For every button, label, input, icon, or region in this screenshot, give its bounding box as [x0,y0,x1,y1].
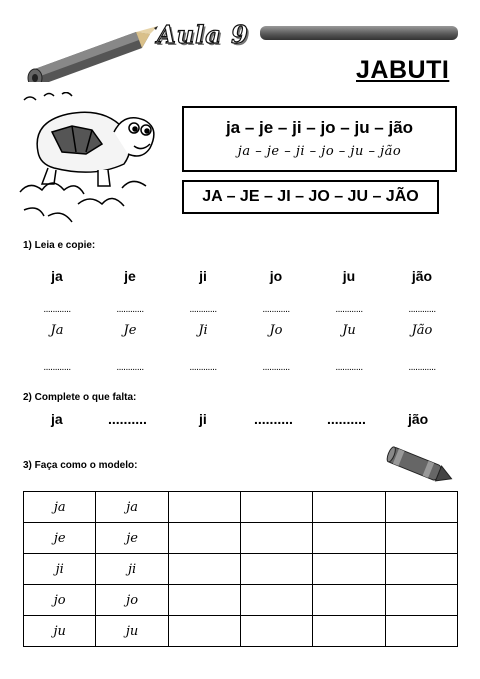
complete-blank: .......... [327,411,366,427]
grid-cell: ji [96,554,168,585]
syllable-ja: ja [51,268,63,284]
pencil-icon [18,20,158,82]
cursive-jo: Jo [269,323,283,338]
crayon-icon [380,444,460,488]
table-row [24,616,458,647]
grid-cell[interactable] [313,554,385,585]
page-title: JABUTI [356,56,450,84]
syllable-ji: ji [199,268,207,284]
grid-cell[interactable] [241,554,313,585]
grid-cell: jo [96,585,168,616]
grid-cell[interactable] [385,554,457,585]
grid-cell: ji [24,554,96,585]
blank-line: ............ [43,304,71,315]
cursive-ji: Ji [198,323,208,338]
grid-cell[interactable] [385,492,457,523]
blank-line: ............ [116,304,144,315]
blank-line: ............ [335,362,363,373]
complete-item: ji [199,411,207,427]
grid-cell[interactable] [313,523,385,554]
exercise3-label: 3) Faça como o modelo: [23,460,138,471]
grid-cell[interactable] [241,585,313,616]
grid-cell[interactable] [385,523,457,554]
table-row [24,492,458,523]
grid-cell: ja [24,492,96,523]
grid-cell[interactable] [385,585,457,616]
blank-line: ............ [189,362,217,373]
syllable-jo: jo [269,268,283,284]
grid-cell[interactable] [241,616,313,647]
blank-line: ............ [116,362,144,373]
table-row [24,585,458,616]
grid-cell: ju [24,616,96,647]
blank-line: ............ [262,362,290,373]
grid-cell[interactable] [168,492,240,523]
blank-line: ............ [189,304,217,315]
copy-grid [23,491,458,647]
syllable-je: je [124,268,136,284]
grid-cell[interactable] [385,616,457,647]
cursive-je: Je [123,323,137,338]
exercise1-label: 1) Leia e copie: [23,240,96,251]
lesson-title: Aula 9 [157,20,249,49]
complete-item: ja [51,411,63,427]
complete-blank: .......... [108,411,147,427]
syllables-box [182,106,457,172]
grid-cell: ju [96,616,168,647]
grid-cell[interactable] [313,616,385,647]
grid-cell[interactable] [168,616,240,647]
grid-cell[interactable] [241,492,313,523]
blank-line: ............ [408,362,436,373]
syllables-cursive: ja – je – ji – jo – ju – jão [237,144,402,159]
turtle-illustration [18,92,168,232]
grid-cell: jo [24,585,96,616]
cursive-jao: Jão [411,323,433,338]
complete-item: jão [408,411,429,427]
grid-cell: je [24,523,96,554]
cursive-ju: Ju [342,323,356,338]
grid-cell: je [96,523,168,554]
grid-cell[interactable] [313,585,385,616]
grid-cell: ja [96,492,168,523]
complete-blank: .......... [254,411,293,427]
exercise2-label: 2) Complete o que falta: [23,392,137,403]
grid-cell[interactable] [168,585,240,616]
syllable-ju: ju [342,268,356,284]
blank-line: ............ [408,304,436,315]
syllables-print: ja – je – ji – jo – ju – jão [225,118,414,137]
blank-line: ............ [43,362,71,373]
header-bar [260,26,458,40]
grid-cell[interactable] [168,523,240,554]
table-row [24,523,458,554]
grid-cell[interactable] [313,492,385,523]
syllables-upper-box: JA – JE – JI – JO – JU – JÃO [182,180,439,214]
blank-line: ............ [262,304,290,315]
table-row [24,554,458,585]
cursive-ja: Ja [50,323,64,338]
blank-line: ............ [335,304,363,315]
grid-cell[interactable] [168,554,240,585]
grid-cell[interactable] [241,523,313,554]
syllable-jao: jão [411,268,433,284]
